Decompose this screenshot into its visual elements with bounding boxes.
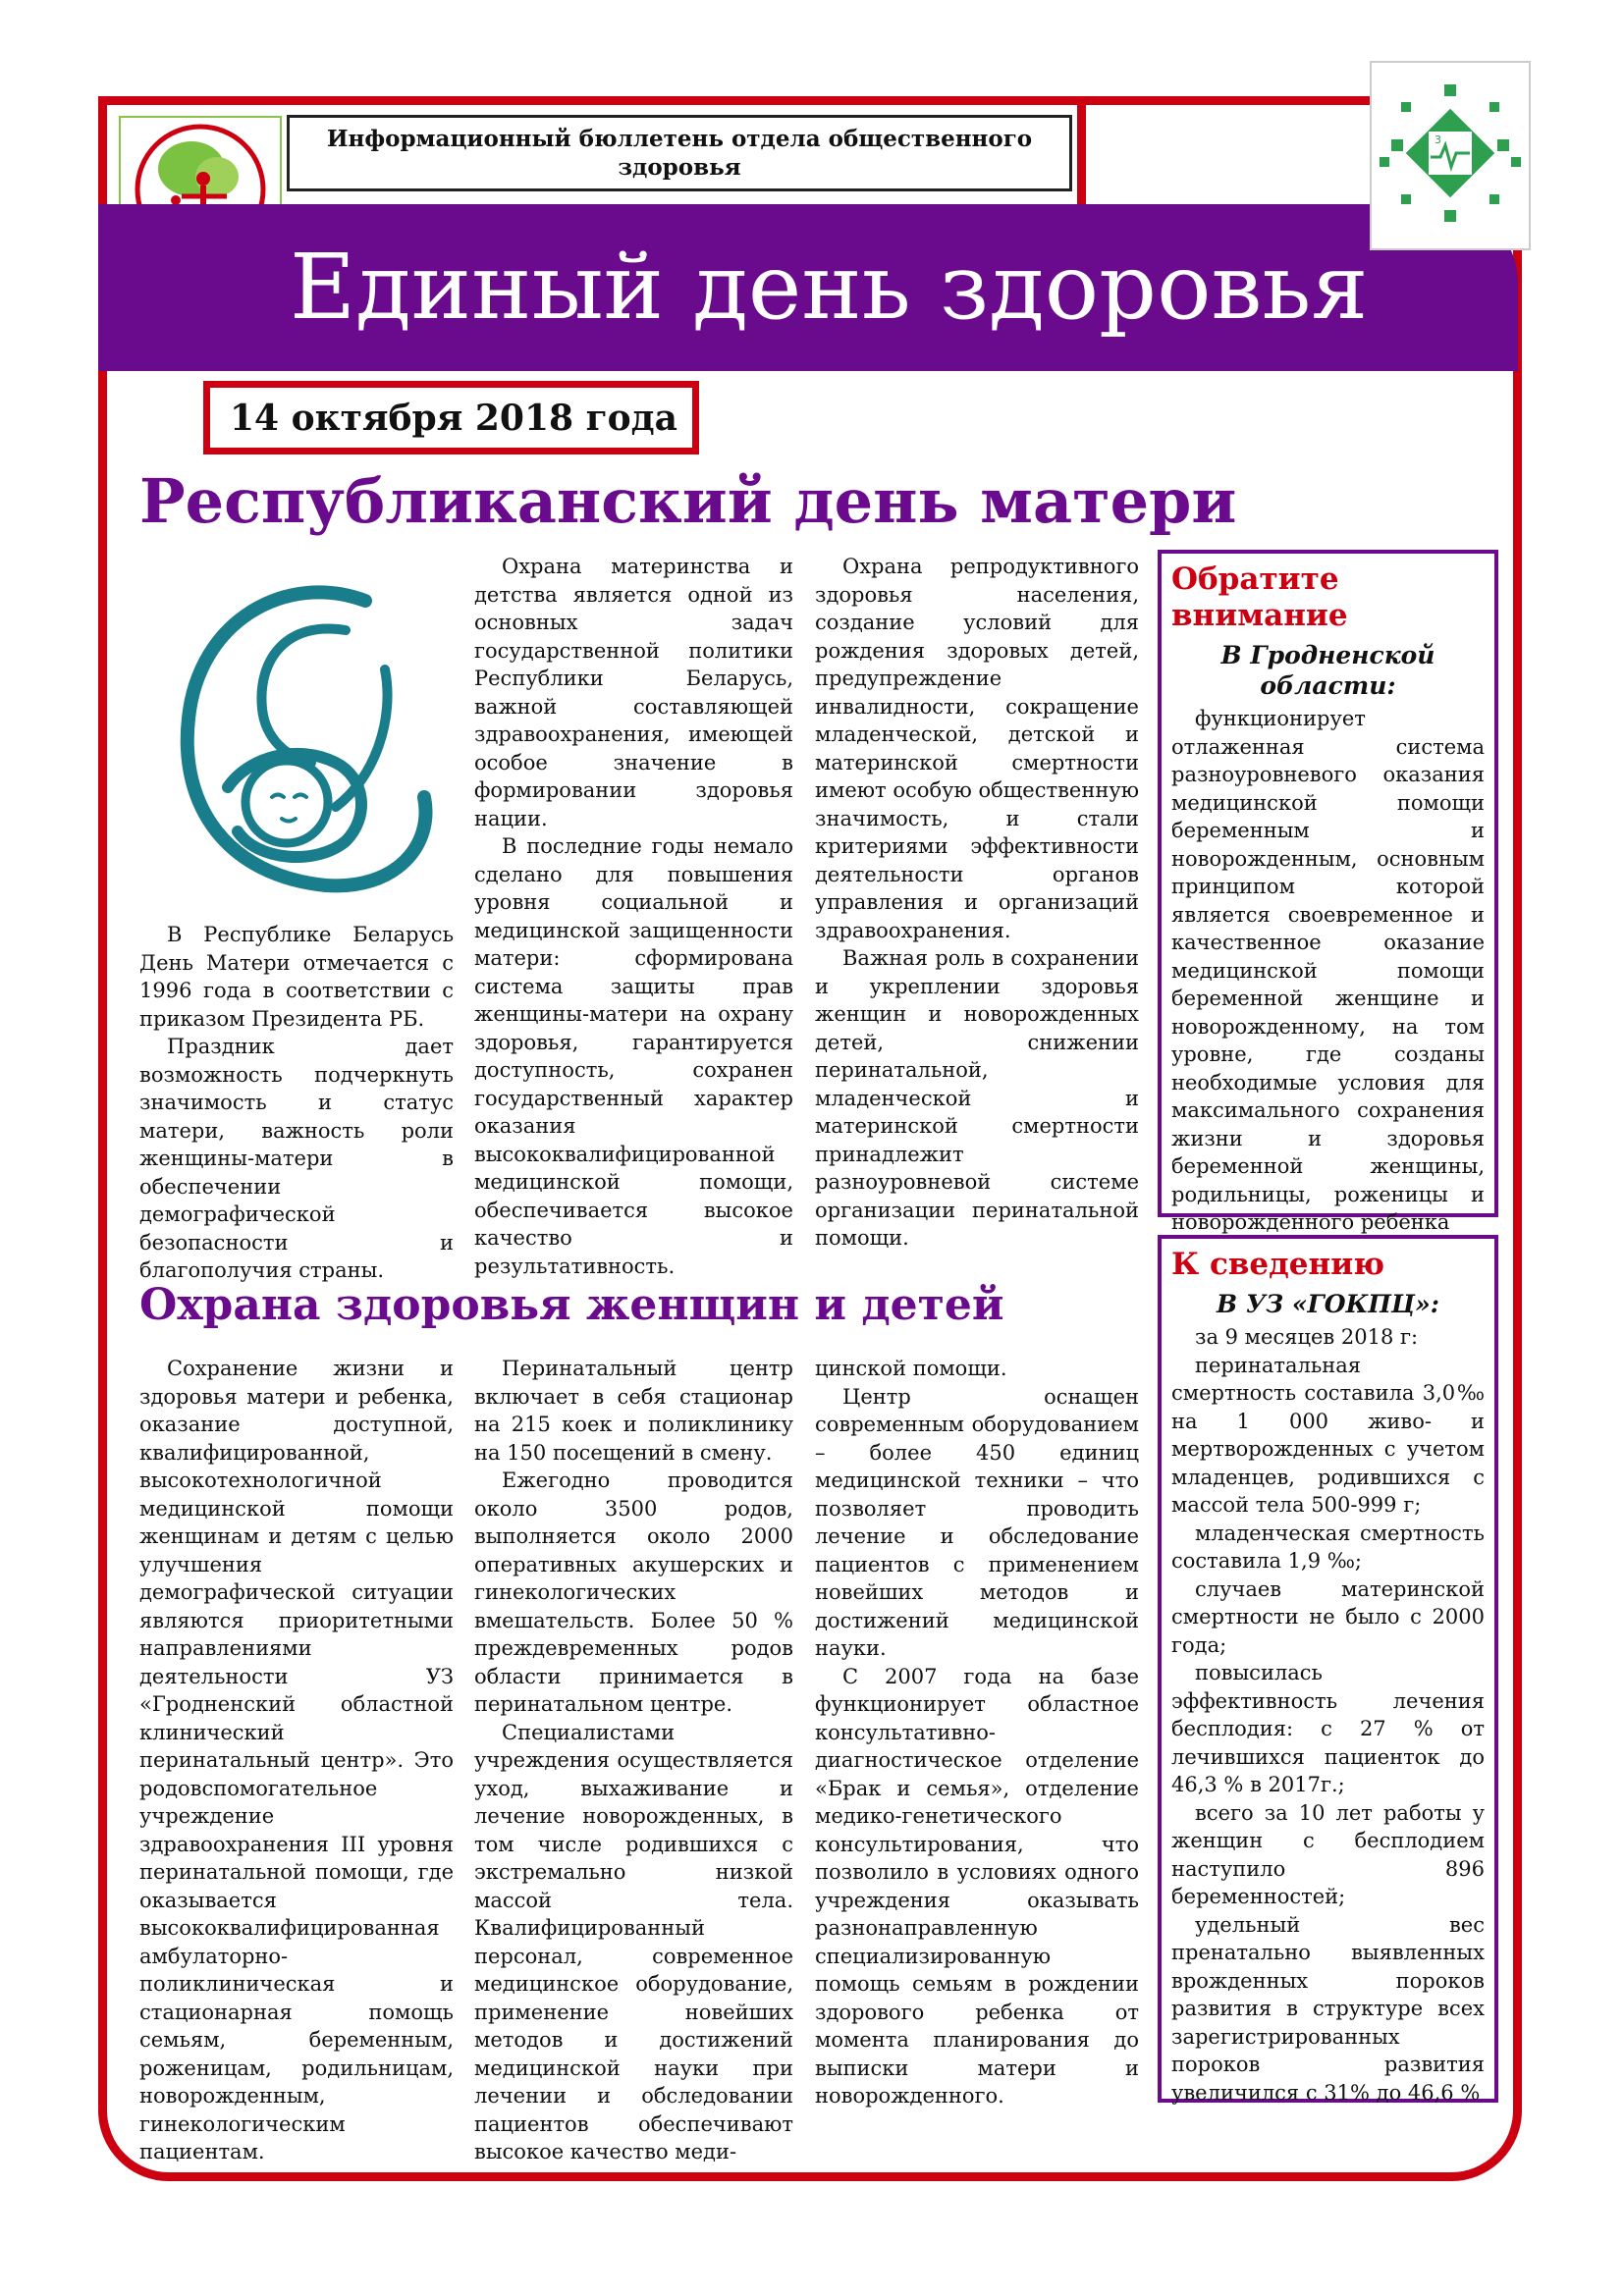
info-item: случаев материнской смертности не было с 2000 года; bbox=[1171, 1576, 1485, 1657]
paragraph: В последние годы немало сделано для повышения уровня социальной и медицинской защищенности матери: сформирована система защиты прав женщины-матери на охрану здоровья, гарантируется доступность, сохранен государственный характер оказания высококвалифицированной медицинской помощи, обеспечивается высокое качество и результативность. bbox=[474, 834, 793, 1278]
paragraph: Центр оснащен современным оборудованием – более 450 единиц медицинской техники – что позволяет проводить лечение и обследование пациентов с применением новейших методов и достижений медицинской науки. bbox=[815, 1384, 1139, 1660]
date-label: 14 октября 2018 года bbox=[203, 381, 699, 454]
info-item: повысилась эффективность лечения бесплодия: с 27 % от лечившихся пациенток до 46,3 % в 2017г.; bbox=[1171, 1661, 1485, 1796]
attention-subheading: В Гродненской области: bbox=[1220, 641, 1435, 700]
attention-text: функционирует отлаженная система разноуровневого оказания медицинской помощи беременным и новорожденным, основным принципом которой является своевременное и качественное оказание медицинской помощи беременной женщине и новорожденному, на том уровне, где созданы необходимые условия для максимального сохранения жизни и здоровья беременной женщины, родильницы, роженицы и новорожденного ребенка bbox=[1171, 707, 1485, 1234]
paragraph: Праздник дает возможность подчеркнуть значимость и статус матери, важность роли женщины-матери в обеспечении демографической безопасности и благополучия страны. bbox=[139, 1035, 454, 1282]
ornament-health-logo-icon bbox=[1370, 61, 1531, 250]
section2-column3 bbox=[815, 1355, 1139, 2110]
paragraph: Сохранение жизни и здоровья матери и ребенка, оказание доступной, квалифицированной, высокотехнологичной медицинской помощи женщинам и детям с целью улучшения демографической ситуации являются приоритетными направлениями деятельности УЗ «Гродненский областной клинический перинатальный центр». Это родовспомогательное учреждение здравоохранения III уровня перинатальной помощи, где оказывается высококвалифицированная амбулаторно-поликлиническая и стационарная помощь семьям, беременным, роженицам, родильницам, новорожденным, гинекологическим пациентам. bbox=[139, 1357, 454, 2163]
section1-column2 bbox=[474, 553, 793, 1280]
section1-column3 bbox=[815, 553, 1139, 1253]
section1-heading: Республиканский день матери bbox=[139, 465, 1237, 537]
paragraph: Специалистами учреждения осуществляется уход, выхаживание и лечение новорожденных, в том числе родившихся с экстремально низкой массой тела. Квалифицированный персонал, современное медицинское оборудование, применение новейших методов и достижений медицинской науки при лечении и обследовании пациентов обеспечивают высокое качество меди- bbox=[474, 1720, 793, 2163]
section2-column1 bbox=[139, 1355, 454, 2166]
section1-column1 bbox=[139, 921, 454, 1285]
paragraph: Охрана репродуктивного здоровья населения, создание условий для рождения здоровых детей, предупреждение инвалидности, сокращение младенческой, детской и материнской смертности имеют особую общественную значимость, и стали критериями эффективности деятельности органов управления и организаций здравоохранения. bbox=[815, 555, 1139, 942]
paragraph: Важная роль в сохранении и укреплении здоровья женщин и новорожденных детей, снижении перинатальной, младенческой и материнской смертности принадлежит разноуровневой системе организации перинатальной помощи. bbox=[815, 946, 1139, 1250]
page-title: Единый день здоровья bbox=[290, 235, 1369, 340]
mother-and-baby-icon bbox=[139, 561, 454, 905]
info-item: всего за 10 лет работы у женщин с бесплодием наступило 896 беременностей; bbox=[1171, 1800, 1485, 1908]
paragraph: В Республике Беларусь День Матери отмечается с 1996 года в соответствии с приказом Президента РБ. bbox=[139, 923, 454, 1031]
paragraph: Перинатальный центр включает в себя стационар на 215 коек и поликлинику на 150 посещений в смену. bbox=[474, 1357, 793, 1465]
paragraph: Охрана материнства и детства является одной из основных задач государственной политики Республики Беларусь, важной составляющей здравоохранения, имеющей особое значение в формировании здоровья нации. bbox=[474, 555, 793, 830]
section2-heading: Охрана здоровья женщин и детей bbox=[139, 1280, 1004, 1330]
svg-text:3: 3 bbox=[1435, 133, 1441, 146]
info-item: за 9 месяцев 2018 г: bbox=[1195, 1325, 1419, 1349]
paragraph: С 2007 года на базе функционирует областное консультативно-диагностическое отделение «Брак и семья», отделение медико-генетического консультирования, что позволило в условиях одного учреждения оказывать разнонаправленную специализированную помощь семьям в рождении здорового ребенка от момента планирования до выписки матери и новорожденного. bbox=[815, 1664, 1139, 2108]
info-box bbox=[1158, 1235, 1498, 2103]
info-subheading: В УЗ «ГОКПЦ»: bbox=[1217, 1290, 1439, 1318]
section2-column2 bbox=[474, 1355, 793, 2166]
info-item: младенческая смертность составила 1,9 ‰; bbox=[1171, 1521, 1485, 1573]
attention-box bbox=[1158, 550, 1498, 1234]
info-item: перинатальная смертность составила 3,0‰ на 1 000 живо- и мертворожденных с учетом младенцев, родившихся с массой тела 500-999 г; bbox=[1171, 1353, 1485, 1517]
paragraph: Ежегодно проводится около 3500 родов, выполняется около 2000 оперативных акушерских и гинекологических вмешательств. Более 50 % преждевременных родов области принимается в перинатальном центре. bbox=[474, 1468, 793, 1716]
paragraph: цинской помощи. bbox=[815, 1357, 1007, 1380]
bulletin-caption: Информационный бюллетень отдела общественного здоровья bbox=[287, 115, 1072, 191]
info-item: удельный вес пренатально выявленных врожденных пороков развития в структуре всех зарегистрированных пороков развития увеличился с 31% до 46,6 % bbox=[1171, 1912, 1485, 2105]
info-heading: К сведению bbox=[1171, 1247, 1384, 1282]
attention-heading: Обратите внимание bbox=[1171, 561, 1348, 633]
